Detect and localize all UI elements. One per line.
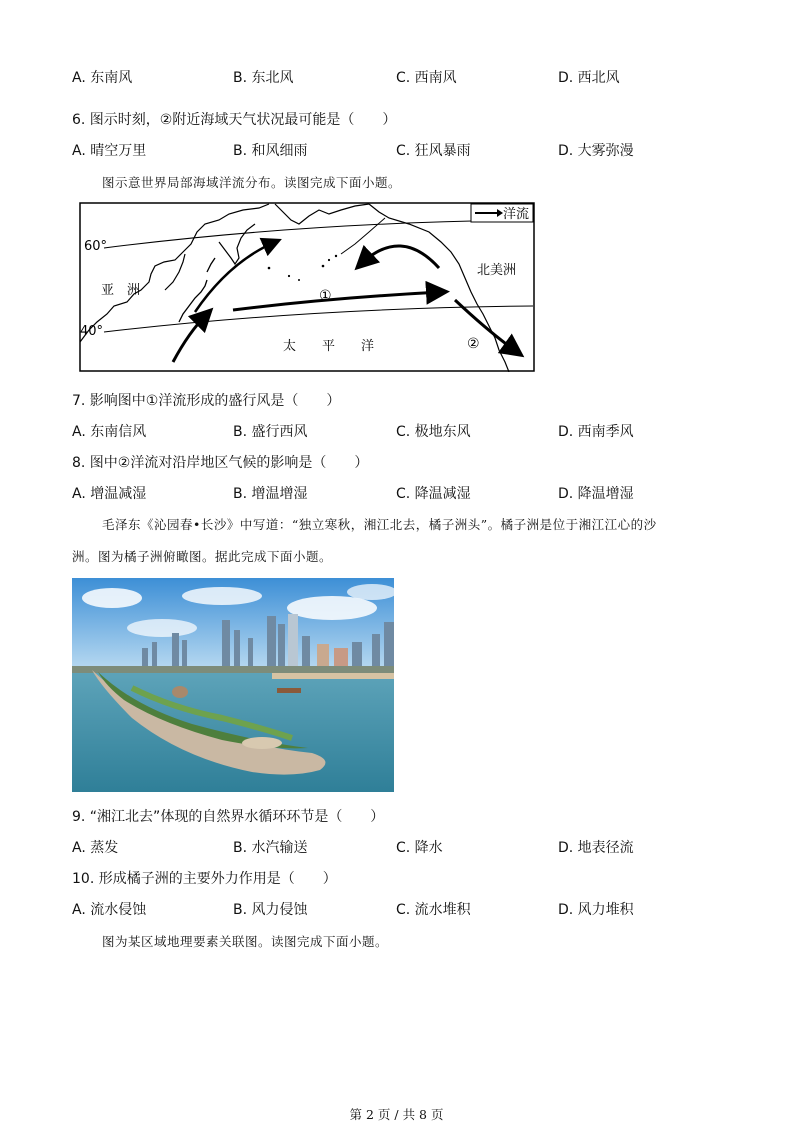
lat-40-label: 40° [80, 324, 104, 339]
q7-option-c: C. 极地东风 [396, 424, 471, 440]
q8-stem: 8. 图中②洋流对沿岸地区气候的影响是（ ） [72, 455, 369, 471]
photo-svg [72, 578, 394, 792]
q9-stem: 9. “湘江北去”体现的自然界水循环环节是（ ） [72, 809, 385, 825]
q6-option-b: B. 和风细雨 [233, 143, 308, 159]
current-marker-2: ② [467, 336, 480, 352]
intro-juzizhou-line1: 毛泽东《沁园春•长沙》中写道：“独立寒秋，湘江北去，橘子洲头”。橘子洲是位于湘江江心的沙 [102, 517, 657, 532]
intro-ocean-currents: 图示意世界局部海域洋流分布。读图完成下面小题。 [102, 175, 402, 190]
q8-option-d: D. 降温增湿 [558, 486, 634, 502]
q8-option-a: A. 增温减湿 [72, 486, 147, 502]
q10-stem: 10. 形成橘子洲的主要外力作用是（ ） [72, 871, 337, 887]
current-marker-1: ① [319, 288, 332, 304]
q7-option-d: D. 西南季风 [558, 424, 634, 440]
intro-geography-elements: 图为某区域地理要素关联图。读图完成下面小题。 [102, 934, 389, 949]
intro-juzizhou-line2: 洲。图为橘子洲俯瞰图。据此完成下面小题。 [72, 549, 333, 564]
q6-stem: 6. 图示时刻，②附近海域天气状况最可能是（ ） [72, 112, 397, 128]
q7-option-b: B. 盛行西风 [233, 424, 308, 440]
q9-option-c: C. 降水 [396, 840, 443, 856]
q5-option-a: A. 东南风 [72, 70, 133, 86]
lat-60-label: 60° [84, 239, 108, 254]
north-america-label: 北美洲 [477, 263, 517, 278]
q7-option-a: A. 东南信风 [72, 424, 147, 440]
q8-option-b: B. 增温增湿 [233, 486, 308, 502]
q7-stem: 7. 影响图中①洋流形成的盛行风是（ ） [72, 393, 341, 409]
page-footer: 第 2 页 / 共 8 页 [349, 1107, 444, 1122]
q10-option-a: A. 流水侵蚀 [72, 902, 147, 918]
q5-option-d: D. 西北风 [558, 70, 620, 86]
ocean-current-map [79, 202, 535, 372]
q9-option-a: A. 蒸发 [72, 840, 119, 856]
q10-option-d: D. 风力堆积 [558, 902, 634, 918]
q5-option-c: C. 西南风 [396, 70, 457, 86]
q5-option-b: B. 东北风 [233, 70, 294, 86]
q10-option-b: B. 风力侵蚀 [233, 902, 308, 918]
juzizhou-aerial-photo [72, 578, 394, 792]
q9-option-d: D. 地表径流 [558, 840, 634, 856]
q10-option-c: C. 流水堆积 [396, 902, 471, 918]
q6-option-a: A. 晴空万里 [72, 143, 147, 159]
q6-option-c: C. 狂风暴雨 [396, 143, 471, 159]
q8-option-c: C. 降温减湿 [396, 486, 471, 502]
q9-option-b: B. 水汽输送 [233, 840, 308, 856]
asia-label: 亚 洲 [101, 283, 141, 298]
pacific-label: 太 平 洋 [283, 339, 375, 354]
q6-option-d: D. 大雾弥漫 [558, 143, 634, 159]
map-svg [79, 202, 535, 372]
legend-label: 洋流 [503, 207, 530, 222]
